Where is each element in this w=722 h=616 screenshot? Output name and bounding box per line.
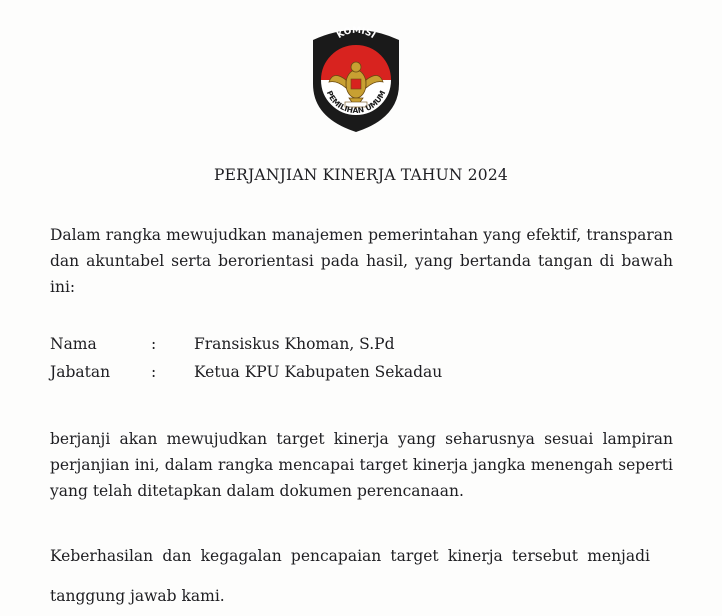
identity-label: Nama [50,335,97,353]
identity-separator: : [151,335,157,353]
logo-top-text: KOMISI [335,25,377,42]
logo-side-text: PEMILIHAN UMUM [324,89,388,116]
identity-value: Ketua KPU Kabupaten Sekadau [194,363,443,381]
closing-paragraph: Keberhasilan dan kegagalan pencapaian target kinerja tersebut menjadi tanggung jawab kami. [50,547,650,605]
intro-paragraph: Dalam rangka mewujudkan manajemen pemerintahan yang efektif, transparan dan akuntabel serta berorientasi pada hasil, yang bertanda tangan di bawah ini: [50,226,673,296]
identity-label: Jabatan [50,363,111,381]
identity-value: Fransiskus Khoman, S.Pd [194,335,395,353]
identity-separator: : [151,363,157,381]
document-title: PERJANJIAN KINERJA TAHUN 2024 [214,166,508,184]
kpu-logo [307,22,405,134]
commitment-paragraph: berjanji akan mewujudkan target kinerja yang seharusnya sesuai lampiran perjanjian ini, dalam rangka mencapai target kinerja jangka menengah seperti yang telah ditetapkan dalam dokumen perencanaan. [50,430,673,500]
